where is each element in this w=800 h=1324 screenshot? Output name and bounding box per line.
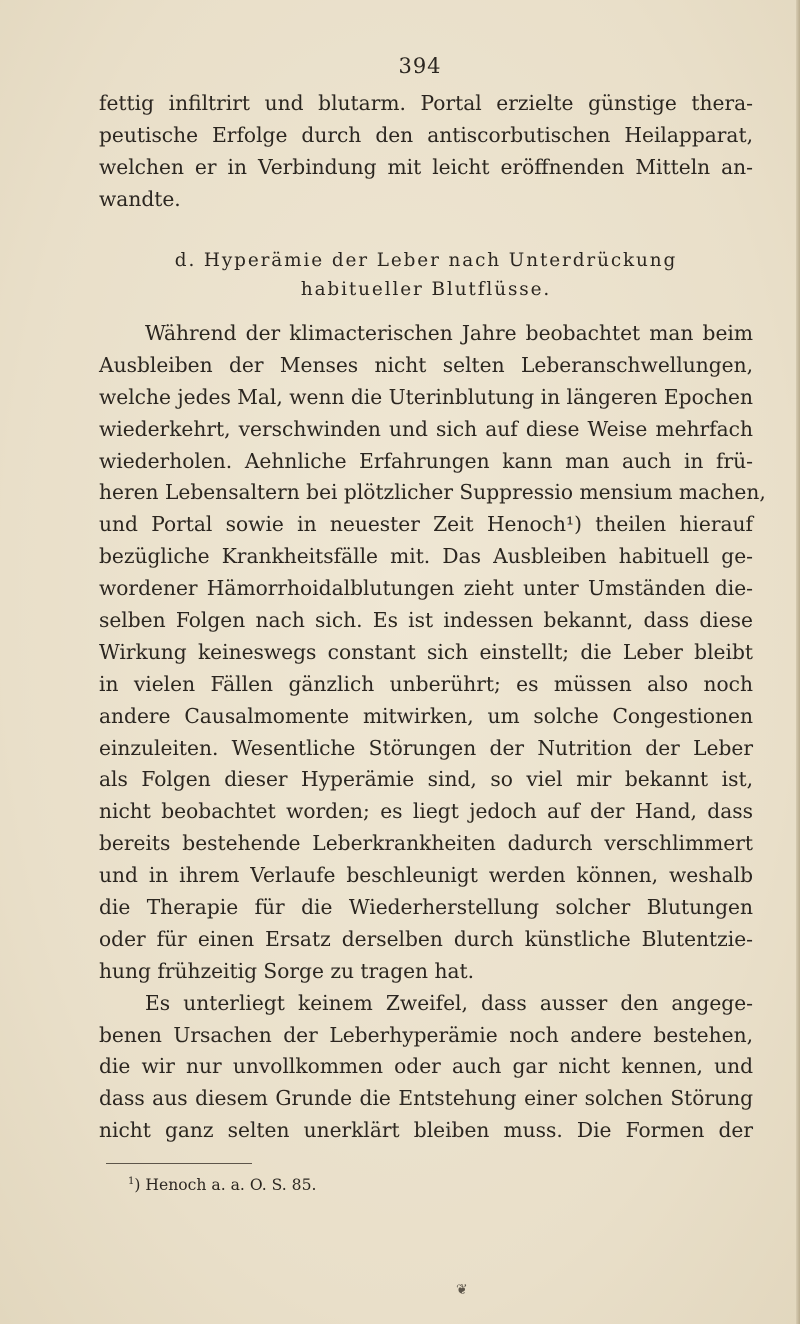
section-heading-line1: d. Hyperämie der Leber nach Unterdrückung (174, 250, 678, 271)
text-line: einzuleiten. Wesentliche Störungen der Nutrition der Leber (99, 735, 753, 760)
printer-mark-icon: ❦ (456, 1282, 468, 1298)
text-line: als Folgen dieser Hyperämie sind, so viel mir bekannt ist, (99, 767, 753, 792)
footnote-text: ) Henoch a. a. O. S. 85. (134, 1176, 317, 1195)
section-heading-line2: habitueller Blutflüsse. (300, 279, 552, 300)
text-line: welche jedes Mal, wenn die Uterinblutung in längeren Epochen (99, 384, 753, 409)
text-line: fettig infiltrirt und blutarm. Portal erzielte günstige thera- (99, 91, 753, 115)
text-line: und in ihrem Verlaufe beschleunigt werden können, weshalb (99, 863, 753, 888)
text-line: bereits bestehende Leberkrankheiten dadurch verschlimmert (99, 831, 753, 856)
text-line: benen Ursachen der Leberhyperämie noch andere bestehen, (99, 1022, 753, 1047)
text-line: peutische Erfolge durch den antiscorbutischen Heilapparat, (99, 122, 753, 147)
text-line: bezügliche Krankheitsfälle mit. Das Ausbleiben habituell ge- (99, 544, 753, 569)
text-line: welchen er in Verbindung mit leicht eröffnenden Mitteln an- (99, 154, 753, 179)
text-line: die Therapie für die Wiederherstellung solcher Blutungen (99, 895, 753, 920)
text-line: Ausbleiben der Menses nicht selten Leberanschwellungen, (99, 352, 753, 377)
text-line: wandte. (99, 186, 181, 211)
page-number: 394 (398, 54, 442, 78)
footnote (128, 1171, 316, 1196)
text-line: wiederholen. Aehnliche Erfahrungen kann man auch in frü- (99, 448, 753, 473)
text-line: andere Causalmomente mitwirken, um solche Congestionen (99, 703, 753, 728)
text-line: in vielen Fällen gänzlich unberührt; es müssen also noch (99, 671, 753, 696)
text-line: die wir nur unvollkommen oder auch gar nicht kennen, und (99, 1054, 753, 1079)
footnote-divider (106, 1163, 252, 1164)
text-line: dass aus diesem Grunde die Entstehung einer solchen Störung (99, 1086, 753, 1111)
text-line: selben Folgen nach sich. Es ist indessen bekannt, dass diese (99, 608, 753, 633)
text-line: nicht beobachtet worden; es liegt jedoch auf der Hand, dass (99, 799, 753, 824)
top-paragraph (99, 88, 753, 216)
text-line: oder für einen Ersatz derselben durch künstliche Blutentzie- (99, 926, 753, 951)
text-line: wiederkehrt, verschwinden und sich auf diese Weise mehrfach (99, 416, 753, 441)
text-line: Während der klimacterischen Jahre beobachtet man beim (145, 321, 753, 345)
text-line: Es unterliegt keinem Zweifel, dass ausser den angege- (145, 990, 753, 1015)
text-line: und Portal sowie in neuester Zeit Henoch¹) theilen hierauf (99, 512, 753, 537)
text-line: wordener Hämorrhoidalblutungen zieht unter Umständen die- (99, 576, 753, 601)
text-line: Wirkung keineswegs constant sich einstellt; die Leber bleibt (99, 639, 753, 664)
footnote-marker: 1 (128, 1176, 135, 1187)
main-paragraph (99, 318, 766, 1147)
text-line: hung frühzeitig Sorge zu tragen hat. (99, 958, 475, 983)
text-line: nicht ganz selten unerklärt bleiben muss. Die Formen der (99, 1118, 753, 1143)
text-line: heren Lebensaltern bei plötzlicher Suppressio mensium machen, (99, 480, 766, 505)
page-edge (796, 0, 800, 1324)
section-heading (99, 246, 753, 304)
